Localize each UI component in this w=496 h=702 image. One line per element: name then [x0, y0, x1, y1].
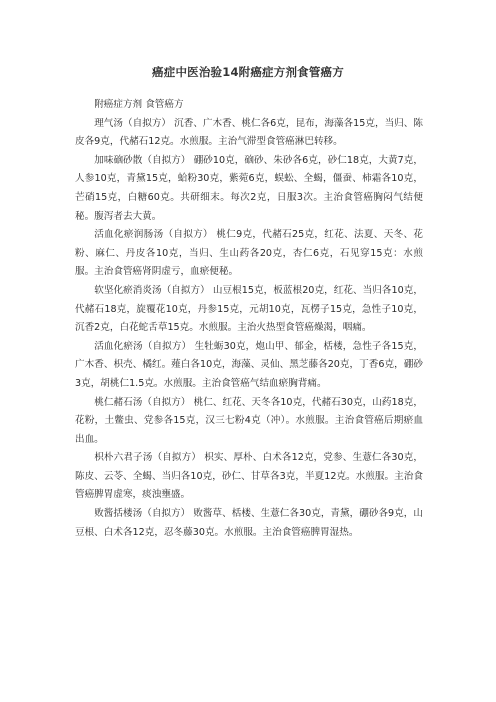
paragraph-baijiang-gualou-tang: 败酱括楼汤（自拟方） 败酱草、栝楼、生薏仁各30克，青黛，硼砂各9克，山豆根、白术各12克，忍冬藤30克。水煎服。主治食管癌脾胃湿热。 [75, 508, 423, 538]
page-title: 癌症中医治验14附癌症方剂食管癌方 [152, 65, 344, 79]
paragraph-ruanjian-huayu-xiaoyan-tang: 软坚化瘀消炎汤（自拟方） 山豆根15克，板蓝根20克，红花、当归各10克，代赭石18克，旋覆花10克，丹参15克，元胡10克，瓦楞子15克，急性子10克，沉香2克，白花蛇舌草15克。水煎服。主治火热型食管癌燥渴，咽痛。 [75, 284, 423, 334]
paragraph-jiawei-naosha-san: 加味硇砂散（自拟方） 硼砂10克，硇砂、朱砂各6克，砂仁18克，大黄7克，人参10克，青黛15克，蛤粉30克，紫菀6克，蜈蚣、全蝎，僵蚕、柿霜各10克，芒硝15克，白糖60克。共研细末。每次2克，日服3次。主治食管癌胸闷气结便秘。腹泻者去大黄。 [75, 154, 423, 222]
section-heading: 附癌症方剂 食管癌方 [94, 99, 184, 110]
paragraph-taoren-zheshi-tang: 桃仁赭石汤（自拟方） 桃仁、红花、天冬各10克，代赭石30克，山药18克，花粉，土鳖虫、党参各15克，汉三七粉4克（冲）。水煎服。主治食管癌后期瘀血出血。 [75, 396, 423, 445]
paragraph-zhipu-liujunzi-tang: 枳朴六君子汤（自拟方） 枳实、厚朴、白术各12克，党参、生薏仁各30克，陈皮、云苓、全蝎、当归各10克，砂仁、甘草各3克，半夏12克。水煎服。主治食管癌脾胃虚寒，痰浊壅盛。 [75, 452, 423, 501]
paragraph-huoxue-huayu-runchang-tang: 活血化瘀润肠汤（自拟方） 桃仁9克，代赭石25克，红花、法夏、天冬、花粉、麻仁、丹皮各10克，当归、生山药各20克，杏仁6克，石见穿15克：水煎服。主治食管癌肾阴虚亏，血瘀便秘。 [75, 229, 423, 278]
paragraph-liqi-tang: 理气汤（自拟方） 沉香、广木香、桃仁各6克，昆布，海藻各15克，当归、陈皮各9克，代赭石12克。水煎服。主治气滞型食管癌淋巴转移。 [75, 117, 423, 148]
paragraph-huoxue-huayu-tang: 活血化瘀汤（自拟方） 生牡蛎30克，炮山甲、郁金，栝楼，急性子各15克，广木香、枳壳、橘红。薤白各10克，海藻、灵仙、黑芝藤各20克，丁香6克，硼砂3克，胡桃仁1.5克。水煎服。主治食管癌气结血瘀胸背痛。 [75, 340, 423, 389]
document-body [75, 96, 423, 542]
